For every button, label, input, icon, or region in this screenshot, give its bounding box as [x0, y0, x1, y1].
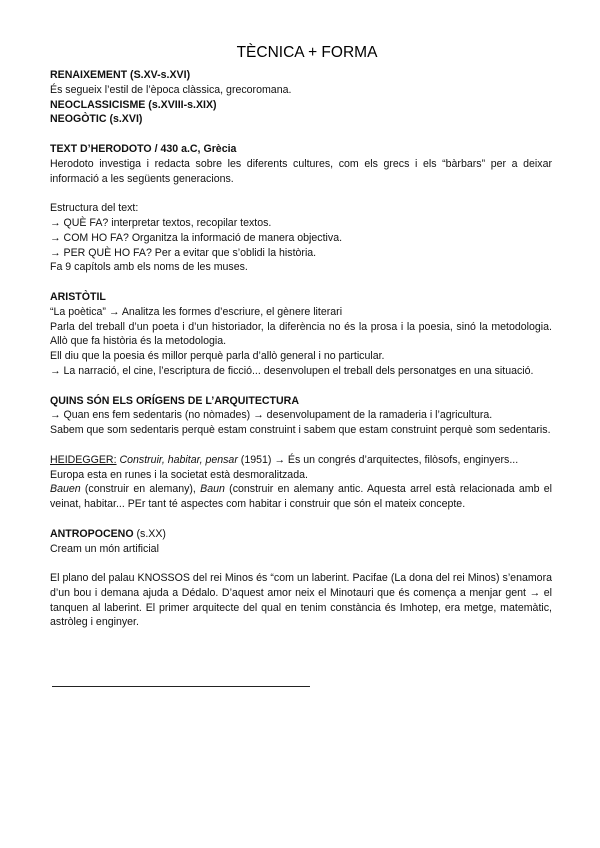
term-bauen: Bauen: [50, 483, 81, 496]
section-heidegger: [50, 453, 552, 512]
bauen-text: (construir en alemany),: [80, 483, 201, 496]
heading-aristotil: ARISTÒTIL: [50, 290, 106, 303]
heidegger-line: [50, 453, 552, 468]
structure-item: → PER QUÈ HO FA? Per a evitar que s’oblidi la història.: [50, 246, 317, 259]
antropoceno-line: Cream un món artificial: [50, 542, 159, 555]
heidegger-line: Europa esta en runes i la societat està desmoralitzada.: [50, 468, 308, 481]
heidegger-paragraph: [50, 482, 552, 512]
knossos-paragraph: El plano del palau KNOSSOS del rei Minos és “com un laberint. Pacifae (La dona del rei Minos) s’enamora d’un bou i demana ajuda a Dédalo. D’aquest amor neix el Minotauri que és comença a menjar gent → el tanquen al laberint. El primer arquitecte del qual en tenim constància és Imhotep, era metge, matemàtic, astròleg i enginyer.: [50, 572, 552, 629]
antropoceno-heading-line: [50, 527, 552, 542]
heading-origens: QUINS SÓN ELS ORÍGENS DE L’ARQUITECTURA: [50, 394, 299, 407]
heidegger-name: HEIDEGGER:: [50, 453, 117, 466]
structure-footer: Fa 9 capítols amb els noms de les muses.: [50, 261, 248, 274]
origens-line: → Quan ens fem sedentaris (no nòmades) → desenvolupament de la ramaderia i l’agricultura.: [50, 409, 493, 422]
document-content: [50, 44, 552, 630]
baun-text: (construir en alemany antic. Aquesta arrel està relacionada amb el veinat, habitar... PEr tant té aspectes com habitar i construir que són el mateix concepte.: [50, 483, 552, 511]
section-herodoto: [50, 142, 552, 275]
section-aristotil: [50, 290, 552, 379]
heading-renaixement: RENAIXEMENT (S.XV-s.XVI): [50, 69, 191, 81]
text-renaixement: És segueix l’estil de l’època clàssica, grecoromana.: [50, 83, 292, 96]
heading-antropoceno: ANTROPOCENO: [50, 527, 134, 540]
spacer: [50, 512, 552, 527]
section-origens: [50, 394, 552, 438]
origens-paragraph: Sabem que som sedentaris perquè estam construint i sabem que estam construint perquè som sedentaris.: [50, 424, 551, 437]
spacer: [50, 186, 552, 201]
aristotil-paragraph: → La narració, el cine, l’escriptura de ficció... desenvolupen el treball dels personatges en una situació.: [50, 364, 534, 377]
structure-item: → COM HO FA? Organitza la informació de manera objectiva.: [50, 231, 343, 244]
heidegger-rest: (1951) → És un congrés d’arquitectes, filòsofs, enginyers...: [237, 453, 519, 466]
aristotil-line: Ell diu que la poesia és millor perquè parla d’allò general i no particular.: [50, 350, 385, 363]
heading-herodoto: TEXT D’HERODOTO / 430 a.C, Grècia: [50, 142, 237, 155]
heading-neoclassicisme: NEOCLASSICISME (s.XVIII-s.XIX): [50, 98, 217, 111]
page-title: TÈCNICA + FORMA: [236, 44, 378, 61]
section-knossos: [50, 571, 552, 630]
spacer: [50, 556, 552, 571]
structure-label: Estructura del text:: [50, 202, 139, 215]
spacer: [50, 275, 552, 290]
structure-item: → QUÈ FA? interpretar textos, recopilar textos.: [50, 216, 272, 229]
term-baun: Baun: [200, 483, 225, 496]
heading-neogotic: NEOGÒTIC (s.XVI): [50, 113, 143, 126]
heidegger-work: Construir, habitar, pensar: [119, 453, 238, 466]
section-intro: [50, 68, 552, 127]
aristotil-line: “La poètica” → Analitza les formes d’escriure, el gènere literari: [50, 305, 343, 318]
paragraph-herodoto: Herodoto investiga i redacta sobre les diferents cultures, com els grecs i els “bàrbars” per a deixar informació a les següents generacions.: [50, 157, 552, 185]
aristotil-paragraph: Parla del treball d’un poeta i d’un historiador, la diferència no és la prosa i la poesia, sinó la metodologia. Allò que fa història és la metodologia.: [50, 320, 552, 348]
antropoceno-suffix: (s.XX): [133, 527, 166, 540]
divider-line: [52, 686, 310, 687]
section-antropoceno: [50, 527, 552, 557]
spacer: [50, 438, 552, 453]
spacer: [50, 379, 552, 394]
spacer: [50, 127, 552, 142]
